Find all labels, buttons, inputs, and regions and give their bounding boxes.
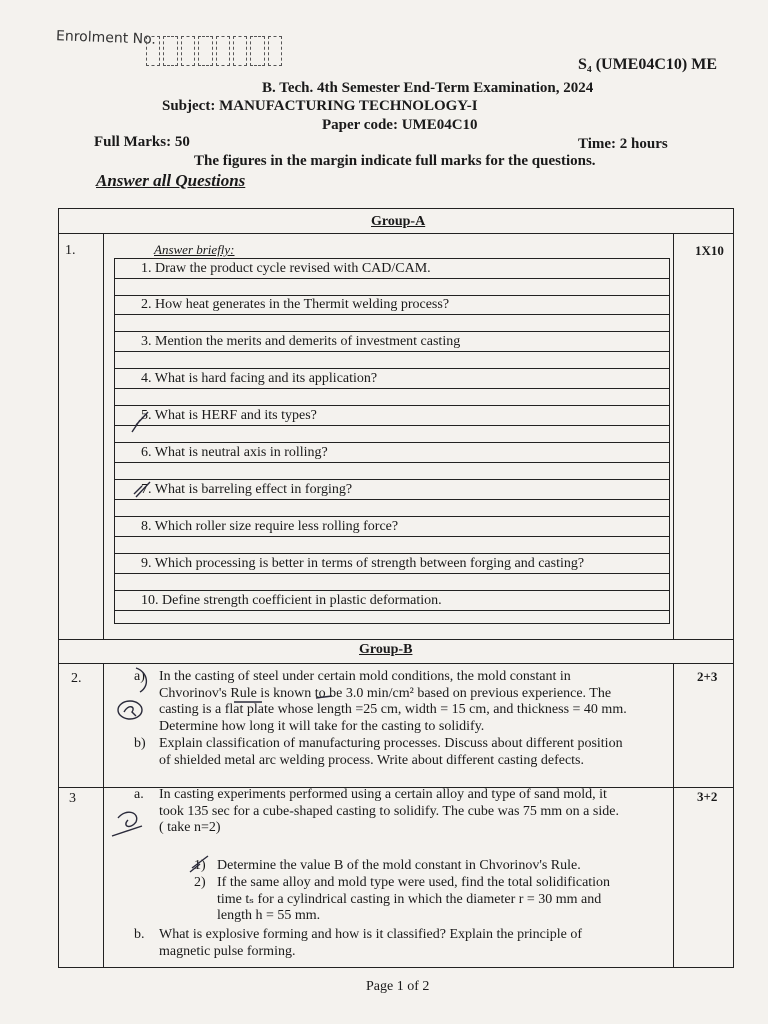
list-item: 5. What is HERF and its types? — [114, 406, 670, 443]
question-text: In the casting of steel under certain mold conditions, the mold constant in Chvorinov's Rule is known to be 3.0 min/cm² based on previous experience. The casting is a flat plate whose length =25 cm, width = 15 cm, and thickness = 40 mm. Determine how long it will take for the casting to solidify. — [159, 669, 627, 734]
answer-briefly-label: Answer briefly: — [154, 242, 235, 257]
question-text: Determine the value B of the mold constant in Chvorinov's Rule. — [217, 858, 581, 873]
page-number: Page 1 of 2 — [366, 979, 430, 994]
part-label: a. — [134, 787, 144, 802]
subject-line: Subject: MANUFACTURING TECHNOLOGY-I — [162, 98, 478, 114]
part-label: a) — [134, 669, 145, 684]
part-label: b) — [134, 736, 146, 751]
question-number: 3 — [69, 791, 76, 806]
list-item: 2. How heat generates in the Thermit welding process? — [114, 295, 670, 332]
question-text: If the same alloy and mold type were used, find the total solidification time tₛ for a cylindrical casting in which the diameter r = 30 mm and length h = 55 mm. — [217, 875, 611, 923]
enrollment-label: Enrolment No. — [55, 28, 157, 48]
question-text: In casting experiments performed using a certain alloy and type of sand mold, it took 135 sec for a cube-shaped casting to solidify. The cube was 75 mm on a side. ( take n=2) — [159, 787, 619, 835]
question-number: 1. — [65, 243, 76, 258]
full-marks: Full Marks: 50 — [94, 134, 190, 150]
paper-code: Paper code: UME04C10 — [322, 117, 478, 133]
part-label: b. — [134, 927, 145, 942]
list-item: 7. What is barreling effect in forging? — [114, 480, 670, 517]
group-b-title: Group-B — [359, 642, 413, 657]
list-item: 9. Which processing is better in terms of strength between forging and casting? — [114, 554, 670, 591]
course-code: S₄ (UME04C10) ME — [578, 56, 718, 73]
list-item: 8. Which roller size require less rolling force? — [114, 517, 670, 554]
list-item: 10. Define strength coefficient in plastic deformation. — [114, 591, 670, 624]
exam-title: B. Tech. 4th Semester End-Term Examination, 2024 — [262, 80, 594, 96]
question-marks: 1X10 — [695, 243, 724, 258]
sub-part-label: 2) — [194, 875, 206, 890]
question-text: Explain classification of manufacturing processes. Discuss about different position of shielded metal arc welding process. Write about different casting defects. — [159, 736, 623, 768]
question-text: What is explosive forming and how is it classified? Explain the principle of magnetic pulse forming. — [159, 927, 583, 959]
question-marks: 2+3 — [697, 669, 718, 684]
sub-part-label: 1) — [194, 858, 206, 873]
exam-time: Time: 2 hours — [578, 136, 668, 152]
list-item: 6. What is neutral axis in rolling? — [114, 443, 670, 480]
question-number: 2. — [71, 671, 82, 686]
list-item: 3. Mention the merits and demerits of investment casting — [114, 332, 670, 369]
list-item: 1. Draw the product cycle revised with CAD/CAM. — [114, 258, 670, 296]
margin-note: The figures in the margin indicate full marks for the questions. — [194, 153, 596, 169]
group-a-title: Group-A — [371, 214, 426, 229]
instruction: Answer all Questions — [96, 171, 246, 190]
list-item: 4. What is hard facing and its application? — [114, 369, 670, 406]
question-marks: 3+2 — [697, 789, 718, 804]
